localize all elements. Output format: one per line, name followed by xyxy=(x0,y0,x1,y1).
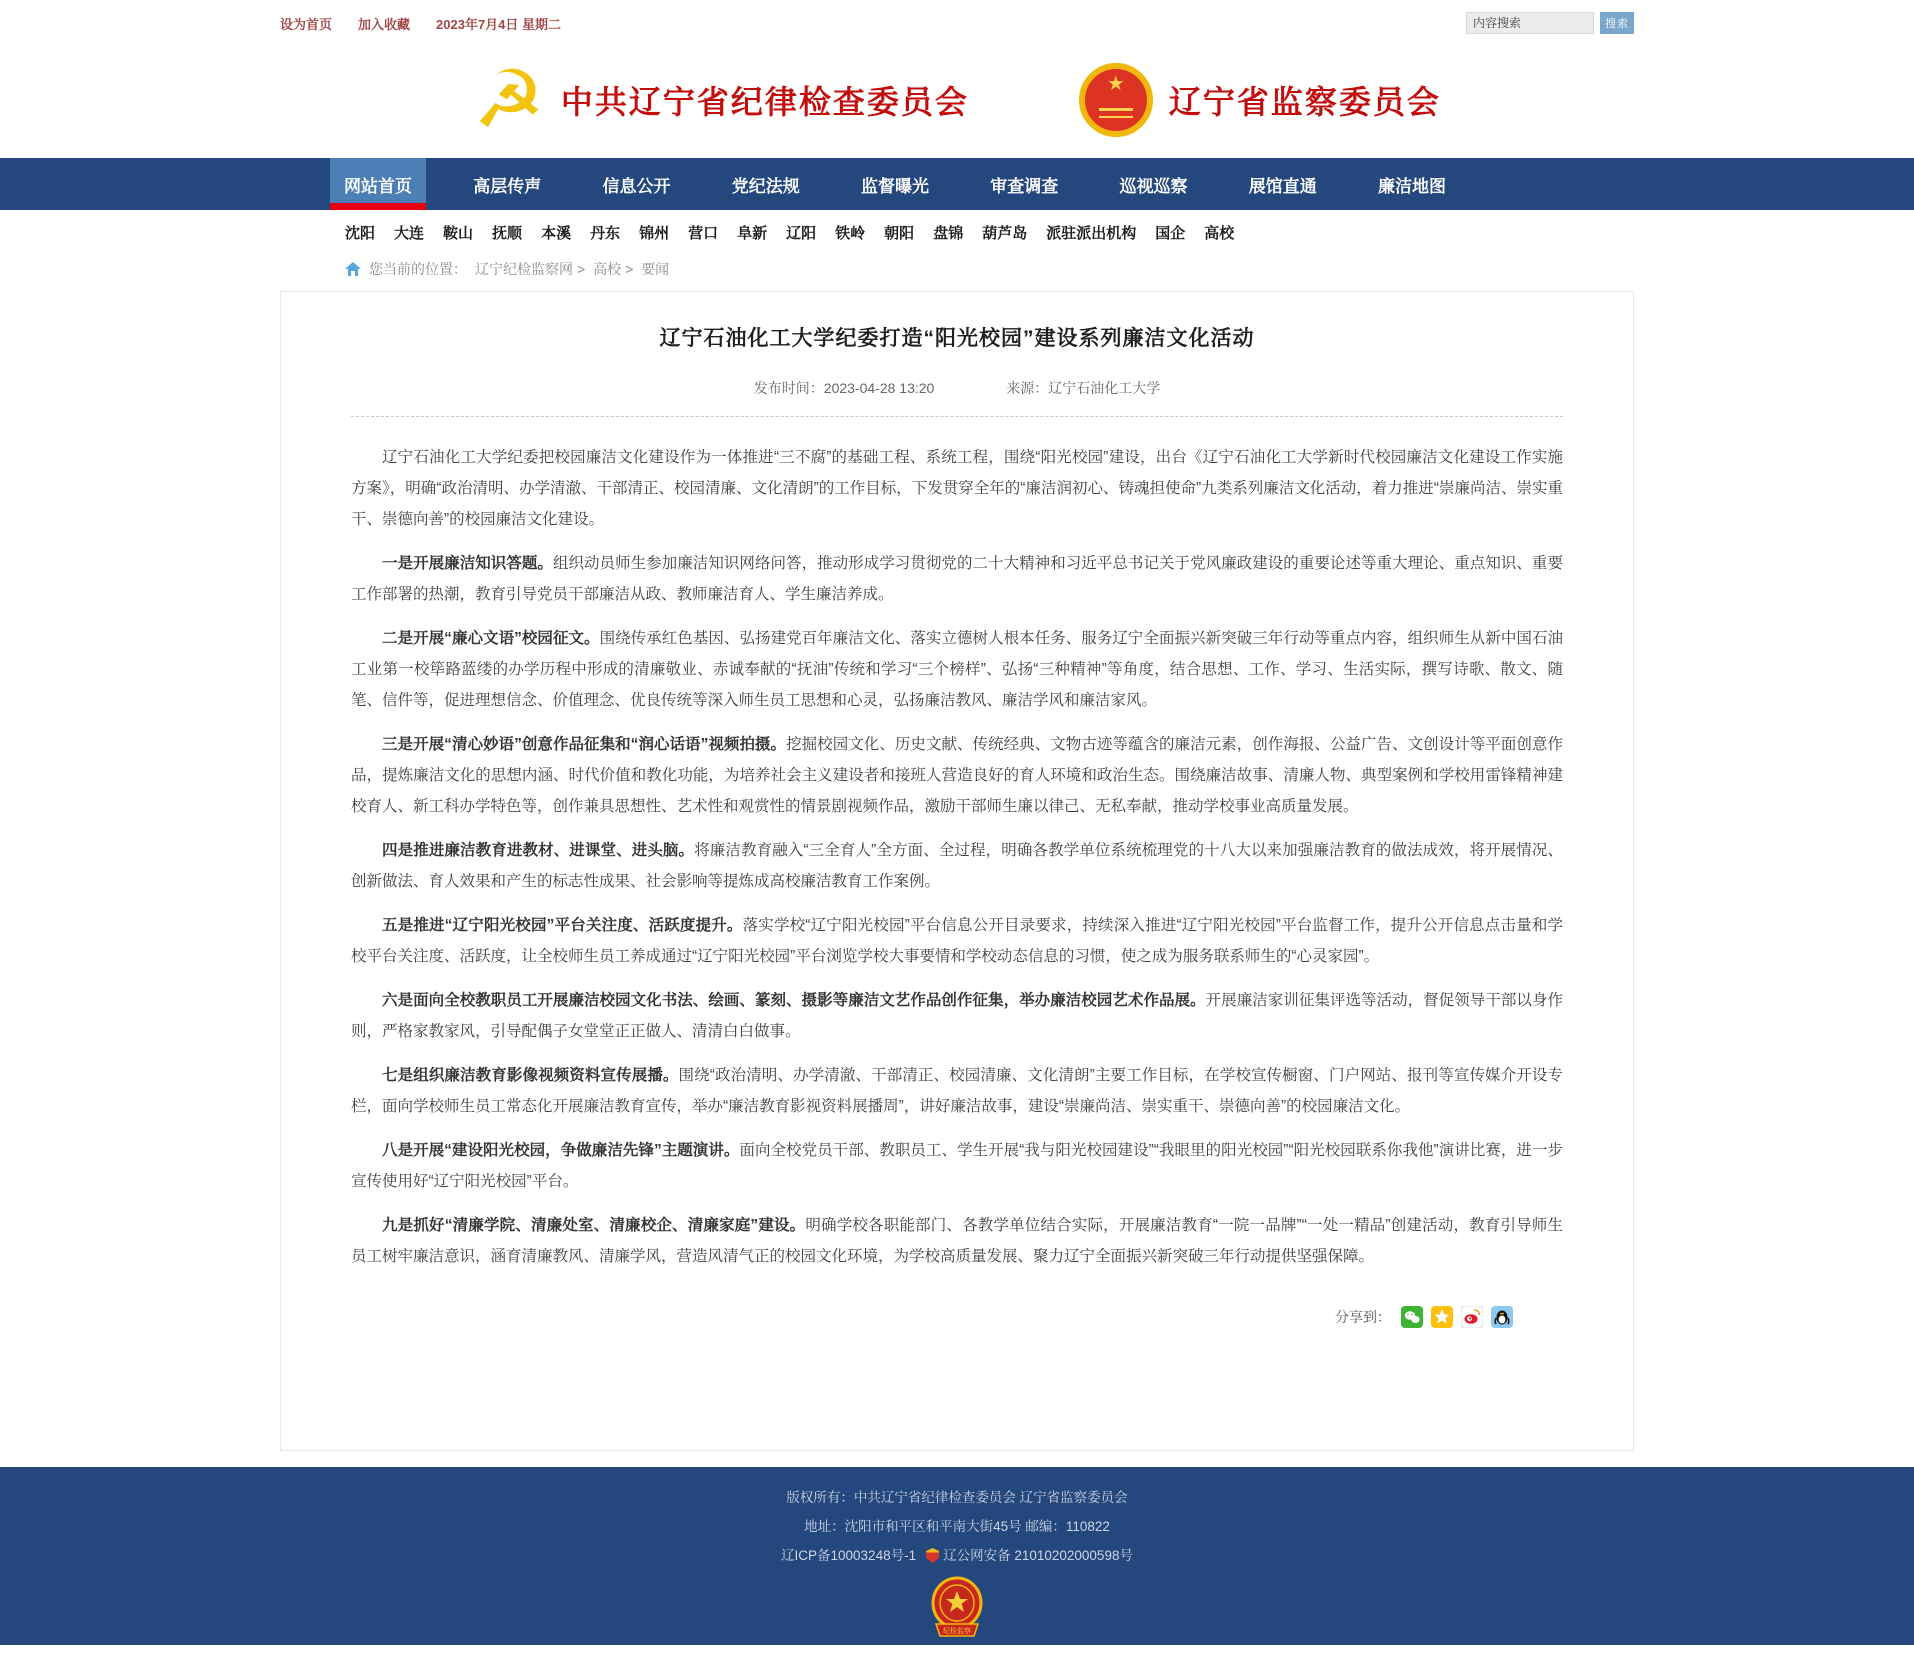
city-link[interactable]: 丹东 xyxy=(590,225,621,242)
paragraph-lead: 三是开展“清心妙语”创意作品征集和“润心话语”视频拍摄。 xyxy=(382,736,787,753)
publish-time: 发布时间：2023-04-28 13:20 xyxy=(753,380,935,396)
city-link[interactable]: 鞍山 xyxy=(443,225,474,242)
city-link[interactable]: 沈阳 xyxy=(345,225,376,242)
brand-supervisory-commission[interactable] xyxy=(1079,63,1441,137)
svg-text:纪检监察: 纪检监察 xyxy=(943,1628,971,1635)
city-link[interactable]: 高校 xyxy=(1204,225,1235,242)
paragraph-lead: 七是组织廉洁教育影像视频资料宣传展播。 xyxy=(382,1067,679,1084)
city-link[interactable]: 锦州 xyxy=(639,225,670,242)
city-link[interactable]: 抚顺 xyxy=(492,225,523,242)
share-qq-icon[interactable] xyxy=(1491,1306,1513,1328)
city-subnav xyxy=(280,210,1634,251)
nav-item[interactable]: 廉洁地图 xyxy=(1378,176,1446,196)
city-link[interactable]: 本溪 xyxy=(541,225,572,242)
city-link[interactable]: 派驻派出机构 xyxy=(1046,225,1137,242)
share-weibo-icon[interactable] xyxy=(1461,1306,1483,1328)
share-label: 分享到： xyxy=(1335,1309,1391,1325)
nav-items xyxy=(280,158,1634,210)
share-qzone-icon[interactable] xyxy=(1431,1306,1453,1328)
breadcrumb-link[interactable]: 辽宁纪检监察网 xyxy=(475,261,573,277)
nav-item[interactable]: 网站首页 xyxy=(330,158,426,210)
nav-item[interactable]: 审查调查 xyxy=(990,176,1059,196)
main-navbar xyxy=(0,158,1914,210)
page-footer xyxy=(0,1467,1914,1645)
party-emblem-icon: ☭ xyxy=(473,53,545,146)
city-link[interactable]: 铁岭 xyxy=(835,225,866,242)
city-link[interactable]: 辽阳 xyxy=(786,225,817,242)
paragraph-lead: 八是开展“建设阳光校园，争做廉洁先锋”主题演讲。 xyxy=(382,1142,740,1159)
add-favorite-link[interactable]: 加入收藏 xyxy=(358,16,411,32)
paragraph-lead: 一是开展廉洁知识答题。 xyxy=(382,555,553,572)
article-container xyxy=(280,291,1634,1451)
city-link[interactable]: 朝阳 xyxy=(884,225,915,242)
share-row xyxy=(351,1306,1563,1328)
article-paragraph: 九是抓好“清廉学院、清廉处室、清廉校企、清廉家庭”建设。明确学校各职能部门、各教学单位结合实际，开展廉洁教育“一院一品牌”“一处一精品”创建活动，教育引导师生员工树牢廉洁意识，涵育清廉教风、清廉学风，营造风清气正的校园文化环境，为学校高质量发展、聚力辽宁全面振兴新突破三年行动提供坚强保障。 xyxy=(351,1217,1563,1265)
icp-line xyxy=(0,1541,1914,1570)
article-source: 来源：辽宁石油化工大学 xyxy=(1006,380,1161,396)
article-paragraph: 五是推进“辽宁阳光校园”平台关注度、活跃度提升。落实学校“辽宁阳光校园”平台信息公开目录要求，持续深入推进“辽宁阳光校园”平台监督工作，提升公开信息点击量和学校平台关注度、活跃度，让全校师生员工养成通过“辽宁阳光校园”平台浏览学校大事要情和学校动态信息的习惯，使之成为服务联系师生的“心灵家园”。 xyxy=(351,917,1563,965)
nav-item[interactable]: 监督曝光 xyxy=(861,176,929,196)
breadcrumb xyxy=(280,251,1634,291)
brand-title-right: 辽宁省监察委员会 xyxy=(1168,84,1441,120)
paragraph-lead: 五是推进“辽宁阳光校园”平台关注度、活跃度提升。 xyxy=(382,917,743,934)
article-title: 辽宁石油化工大学纪委打造“阳光校园”建设系列廉洁文化活动 xyxy=(659,327,1255,350)
topbar xyxy=(280,0,1634,42)
city-link[interactable]: 葫芦岛 xyxy=(982,225,1028,242)
discipline-inspection-emblem xyxy=(0,1576,1914,1645)
breadcrumb-prefix: 您当前的位置： xyxy=(369,261,467,277)
paragraph-lead: 二是开展“廉心文语”校园征文。 xyxy=(382,630,600,647)
set-home-link[interactable]: 设为首页 xyxy=(280,16,333,32)
article-paragraph: 一是开展廉洁知识答题。组织动员师生参加廉洁知识网络问答，推动形成学习贯彻党的二十大精神和习近平总书记关于党风廉政建设的重要论述等重大理论、重点知识、重要工作部署的热潮，教育引导党员干部廉洁从政、教师廉洁育人、学生廉洁养成。 xyxy=(351,555,1563,603)
address-line: 地址：沈阳市和平区和平南大街45号 邮编：110822 xyxy=(804,1519,1110,1534)
article-paragraph: 七是组织廉洁教育影像视频资料宣传展播。围绕“政治清明、办学清澈、干部清正、校园清廉、文化清朗”主要工作目标，在学校宣传橱窗、门户网站、报刊等宣传媒介开设专栏，面向学校师生员工常态化开展廉洁教育宣传，举办“廉洁教育影视资料展播周”，讲好廉洁故事，建设“崇廉尚洁、崇实重干、崇德向善”的校园廉洁文化。 xyxy=(351,1067,1563,1115)
city-link[interactable]: 国企 xyxy=(1155,225,1186,242)
search-button[interactable]: 搜索 xyxy=(1600,12,1634,34)
brand-title-left: 中共辽宁省纪律检查委员会 xyxy=(560,84,969,120)
paragraph-lead: 四是推进廉洁教育进教材、进课堂、进头脑。 xyxy=(382,842,695,859)
search-input[interactable] xyxy=(1466,12,1594,34)
share-wechat-icon[interactable] xyxy=(1401,1306,1423,1328)
city-link[interactable]: 阜新 xyxy=(737,225,768,242)
city-link[interactable]: 盘锦 xyxy=(933,225,964,242)
home-icon[interactable] xyxy=(345,262,361,276)
national-emblem-icon: ★ xyxy=(1079,63,1153,137)
article-paragraph: 二是开展“廉心文语”校园征文。围绕传承红色基因、弘扬建党百年廉洁文化、落实立德树人根本任务、服务辽宁全面振兴新突破三年行动等重点内容，组织师生从新中国石油工业第一校筚路蓝缕的办学历程中形成的清廉敬业、赤诚奉献的“抚油”传统和学习“三个榜样”、弘扬“三种精神”等角度，结合思想、工作、学习、生活实际，撰写诗歌、散文、随笔、信件等，促进理想信念、价值理念、优良传统等深入师生员工思想和心灵，弘扬廉洁教风、廉洁学风和廉洁家风。 xyxy=(351,630,1563,709)
breadcrumb-link[interactable]: > 高校 xyxy=(573,259,621,279)
nav-item[interactable]: 巡视巡察 xyxy=(1119,176,1188,196)
paragraph-lead: 九是抓好“清廉学院、清廉处室、清廉校企、清廉家庭”建设。 xyxy=(382,1217,806,1234)
nav-item[interactable]: 高层传声 xyxy=(473,176,542,196)
site-header xyxy=(280,42,1634,158)
article-paragraph: 辽宁石油化工大学纪委把校园廉洁文化建设作为一体推进“三不腐”的基础工程、系统工程，围绕“阳光校园”建设，出台《辽宁石油化工大学新时代校园廉洁文化建设工作实施方案》，明确“政治清明、办学清澈、干部清正、校园清廉、文化清朗”的工作目标，下发贯穿全年的“廉洁润初心、铸魂担使命”九类系列廉洁文化活动，着力推进“崇廉尚洁、崇实重干、崇德向善”的校园廉洁文化建设。 xyxy=(351,449,1563,528)
copyright-line: 版权所有：中共辽宁省纪律检查委员会 辽宁省监察委员会 xyxy=(786,1490,1128,1505)
breadcrumb-trail xyxy=(475,259,669,279)
icp-number[interactable]: 辽ICP备10003248号-1 xyxy=(781,1548,917,1563)
nav-item[interactable]: 信息公开 xyxy=(602,176,671,196)
current-date: 2023年7月4日 星期二 xyxy=(436,16,562,32)
article-meta xyxy=(351,378,1563,417)
city-link[interactable]: 营口 xyxy=(688,225,719,242)
nav-item[interactable]: 党纪法规 xyxy=(731,176,800,196)
article-paragraph: 八是开展“建设阳光校园，争做廉洁先锋”主题演讲。面向全校党员干部、教职员工、学生开展“我与阳光校园建设”“我眼里的阳光校园”“阳光校园联系你我他”演讲比赛，进一步宣传使用好“辽宁阳光校园”平台。 xyxy=(351,1142,1563,1190)
site-search xyxy=(1466,12,1634,34)
security-record-number[interactable]: 辽公网安备 21010202000598号 xyxy=(943,1548,1133,1563)
article-paragraph: 六是面向全校教职员工开展廉洁校园文化书法、绘画、篆刻、摄影等廉洁文艺作品创作征集，举办廉洁校园艺术作品展。开展廉洁家训征集评选等活动，督促领导干部以身作则，严格家教家风，引导配偶子女堂堂正正做人、清清白白做事。 xyxy=(351,992,1563,1040)
police-badge-icon xyxy=(926,1548,939,1563)
city-link[interactable]: 大连 xyxy=(394,225,425,242)
article-paragraph: 三是开展“清心妙语”创意作品征集和“润心话语”视频拍摄。挖掘校园文化、历史文献、传统经典、文物古迹等蕴含的廉洁元素，创作海报、公益广告、文创设计等平面创意作品，提炼廉洁文化的思想内涵、时代价值和教化功能，为培养社会主义建设者和接班人营造良好的育人环境和政治生态。围绕廉洁故事、清廉人物、典型案例和学校用雷锋精神建校育人、新工科办学特色等，创作兼具思想性、艺术性和观赏性的情景剧视频作品，激励干部师生廉以律己、无私奉献，推动学校事业高质量发展。 xyxy=(351,736,1563,815)
article-paragraph: 四是推进廉洁教育进教材、进课堂、进头脑。将廉洁教育融入“三全育人”全方面、全过程，明确各教学单位系统梳理党的十八大以来加强廉洁教育的做法成效，将开展情况、创新做法、育人效果和产生的标志性成果、社会影响等提炼成高校廉洁教育工作案例。 xyxy=(351,842,1563,890)
paragraph-lead: 六是面向全校教职员工开展廉洁校园文化书法、绘画、篆刻、摄影等廉洁文艺作品创作征集，举办廉洁校园艺术作品展。 xyxy=(382,992,1206,1009)
nav-item[interactable]: 展馆直通 xyxy=(1248,176,1317,196)
brand-discipline-commission[interactable] xyxy=(473,53,969,146)
breadcrumb-link[interactable]: > 要闻 xyxy=(621,259,669,279)
article-body xyxy=(351,417,1563,1272)
